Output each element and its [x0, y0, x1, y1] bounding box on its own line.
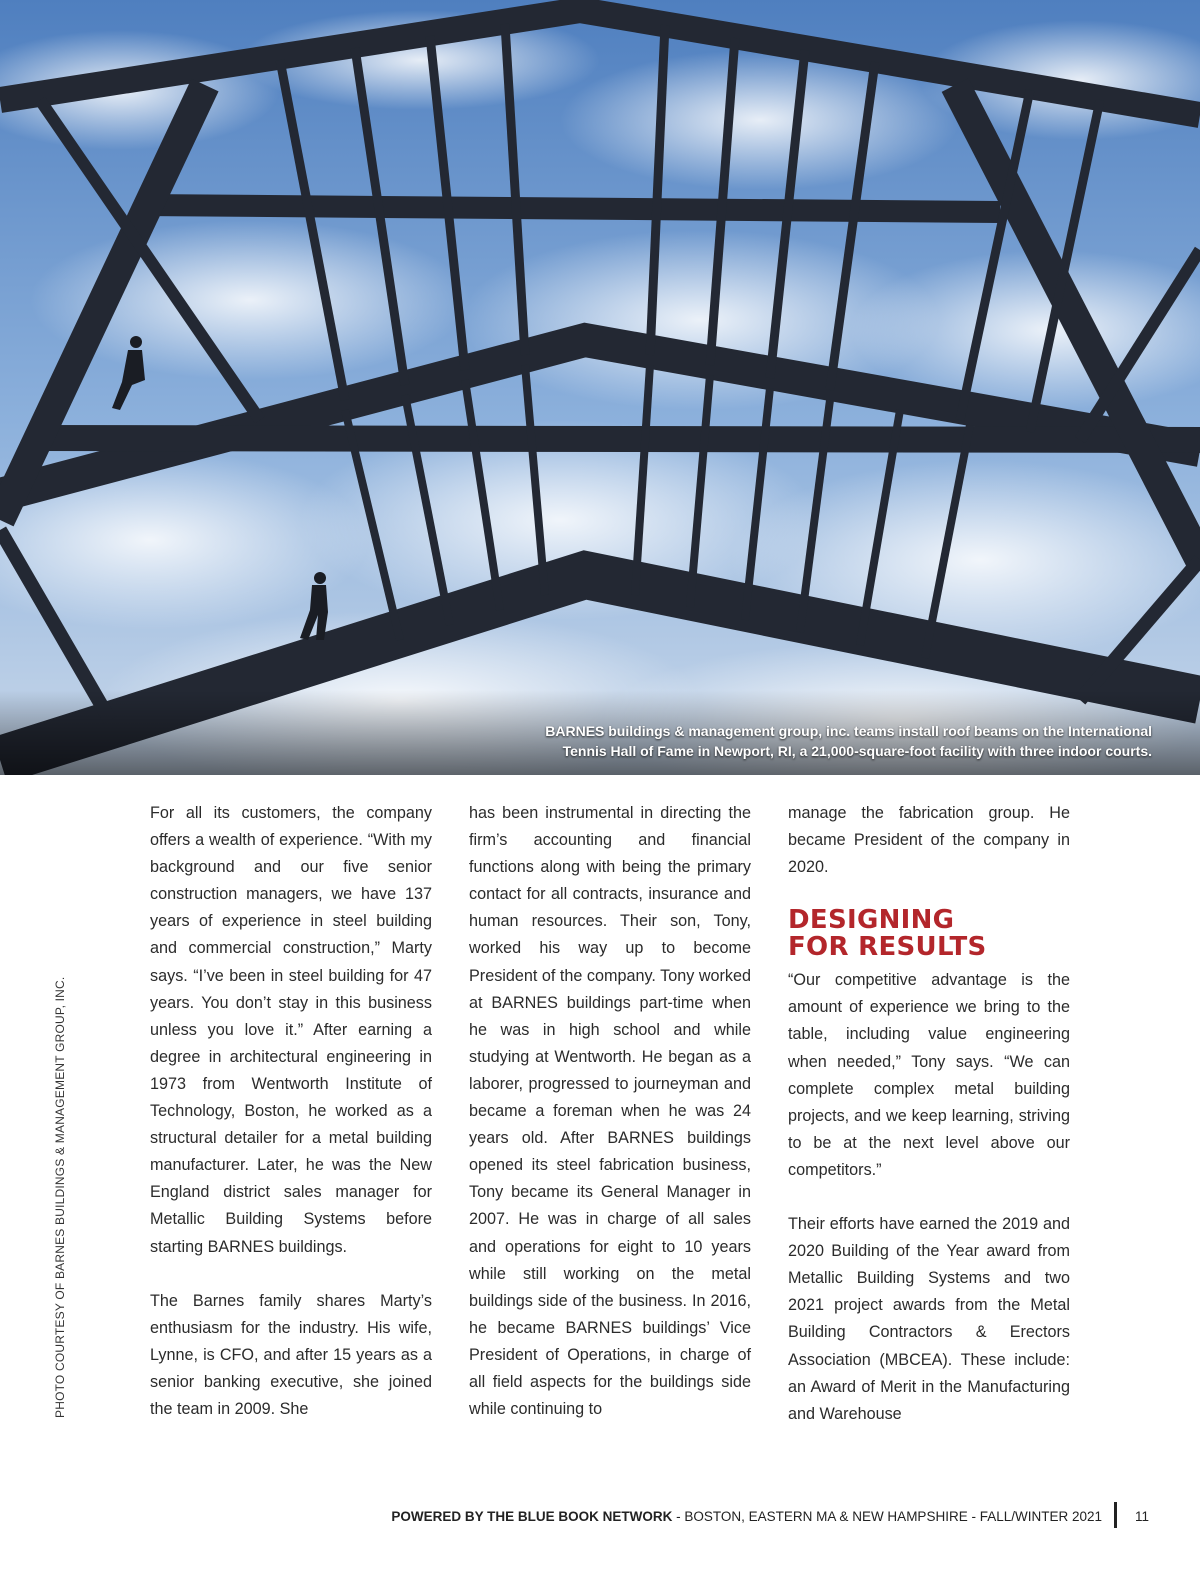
paragraph: Their efforts have earned the 2019 and 2020 Building of the Year award from Metallic Building Systems and two 2021 project awards from the Metal Building Contractors & Erectors Association (MBCEA). These include: an Award of Merit in the Manufacturing and Warehouse	[788, 1215, 1070, 1423]
paragraph: The Barnes family shares Marty’s enthusiasm for the industry. His wife, Lynne, is CFO, and after 15 years as a senior banking executive, she joined the team in 2009. She	[150, 1291, 432, 1418]
photo-credit: PHOTO COURTESY OF BARNES BUILDINGS & MANAGEMENT GROUP, INC.	[53, 976, 67, 1418]
page-number: 11	[1135, 1509, 1150, 1524]
caption-line-1: BARNES buildings & management group, inc. teams install roof beams on the International	[545, 723, 1152, 739]
paragraph: has been instrumental in directing the firm’s accounting and financial functions along with being the primary contact for all contracts, insurance and human resources. Their son, Tony, worked his way up to become President of the company. Tony worked at BARNES buildings part-time when he was in high school and while studying at Wentworth. He began as a laborer, progressed to journeyman and became a foreman when he was 24 years old. After BARNES buildings opened its steel fabrication business, Tony became its General Manager in 2007. He was in charge of all sales and operations for eight to 10 years while still working on the metal buildings side of the business. In 2016, he became BARNES buildings’ Vice President of Operations, in charge of all field aspects for the buildings side while continuing to	[469, 804, 751, 1419]
article-column-3	[788, 800, 1070, 1428]
footer-brand: POWERED BY THE BLUE BOOK NETWORK	[391, 1509, 673, 1524]
hero-photo	[0, 0, 1200, 775]
photo-caption	[472, 721, 1152, 761]
heading-line-2: FOR RESULTS	[788, 932, 987, 963]
steel-frame-illustration	[0, 0, 1200, 775]
paragraph: manage the fabrication group. He became President of the company in 2020.	[788, 804, 1070, 877]
paragraph: “Our competitive advantage is the amount of experience we bring to the table, including value engineering when needed,” Tony says. “We can complete complex metal building projects, and we keep learning, striving to be at the next level above our competitors.”	[788, 971, 1070, 1179]
paragraph: For all its customers, the company offers a wealth of experience. “With my background and our five senior construction managers, we have 137 years of experience in steel building and commercial construction,” Marty says. “I’ve been in steel building for 47 years. You don’t stay in this business unless you love it.” After earning a degree in architectural engineering in 1973 from Wentworth Institute of Technology, Boston, he worked as a structural detailer for a metal building manufacturer. Later, he was the New England district sales manager for Metallic Building Systems before starting BARNES buildings.	[150, 804, 432, 1256]
article-column-2	[469, 800, 751, 1423]
footer-details: - BOSTON, EASTERN MA & NEW HAMPSHIRE - FALL/WINTER 2021	[672, 1509, 1102, 1524]
heading-line-1: DESIGNING	[788, 905, 955, 936]
footer-divider	[1114, 1502, 1117, 1528]
section-heading	[788, 907, 1070, 961]
caption-line-2: Tennis Hall of Fame in Newport, RI, a 21,000-square-foot facility with three indoor courts.	[562, 743, 1152, 759]
page-footer	[391, 1508, 1102, 1526]
article-column-1	[150, 800, 432, 1423]
